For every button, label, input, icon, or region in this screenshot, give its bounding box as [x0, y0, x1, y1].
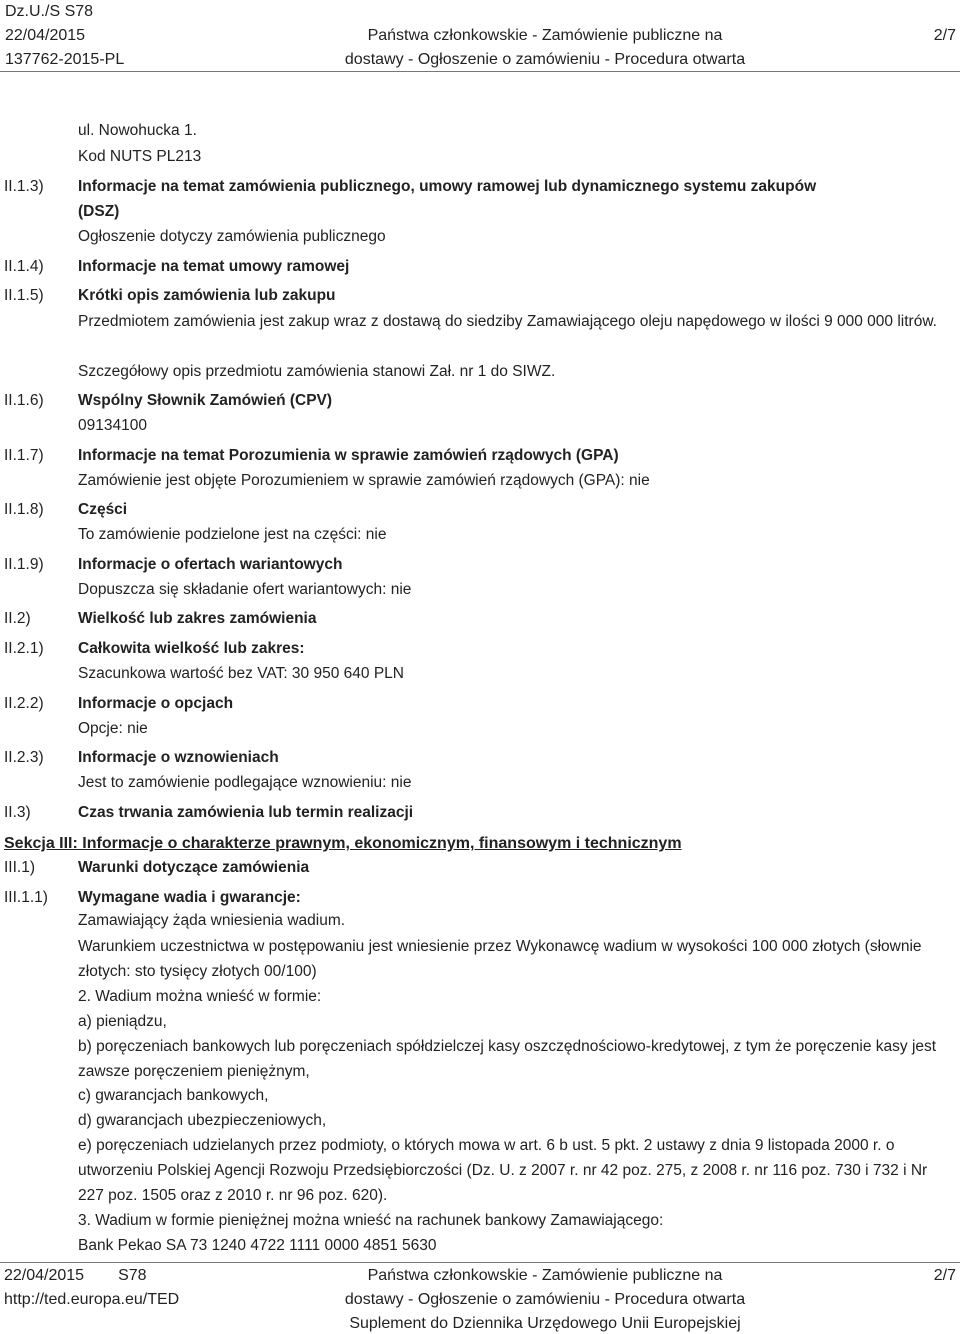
section-title: Informacje o opcjach	[78, 695, 234, 712]
header-left	[5, 0, 124, 72]
section-text-2: Szczegółowy opis przedmiotu zamówienia stanowi Zał. nr 1 do SIWZ.	[78, 363, 556, 380]
section-title: Informacje na temat Porozumienia w sprawie zamówień rządowych (GPA)	[78, 447, 619, 464]
header-ref: 137762-2015-PL	[5, 51, 125, 68]
section-number: II.1.4)	[4, 258, 44, 275]
section-text: Dopuszcza się składanie ofert wariantowych: nie	[78, 581, 412, 598]
footer-title-line1: Państwa członkowskie - Zamówienie publiczne na	[367, 1267, 723, 1284]
wadium-line: Zamawiający żąda wniesienia wadium.	[78, 912, 346, 929]
section-number: II.1.9)	[4, 556, 44, 573]
header-page-number: 2/7	[933, 27, 956, 44]
section-title: Części	[78, 501, 128, 518]
section-text: Jest to zamówienie podlegające wznowieniu: nie	[78, 774, 412, 791]
wadium-forms: 2. Wadium można wnieść w formie:	[78, 988, 322, 1005]
footer-left	[4, 1264, 179, 1312]
section-title: Wspólny Słownik Zamówień (CPV)	[78, 392, 333, 409]
section-number: II.1.8)	[4, 501, 44, 518]
section-number: II.1.6)	[4, 392, 44, 409]
section-title: Czas trwania zamówienia lub termin realizacji	[78, 804, 414, 821]
footer-divider	[0, 1262, 960, 1263]
cpv-code: 09134100	[78, 417, 147, 434]
wadium-amount: Warunkiem uczestnictwa w postępowaniu jest wniesienie przez Wykonawcę wadium w wysokości 100 000 złotych (słownie złotych: sto tysięcy złotych 00/100)	[78, 938, 922, 980]
section-text: Zamówienie jest objęte Porozumieniem w sprawie zamówień rządowych (GPA): nie	[78, 472, 650, 489]
footer-series: S78	[118, 1267, 147, 1284]
section-title-cont: (DSZ)	[78, 203, 120, 220]
wadium-form-e: e) poręczeniach udzielanych przez podmioty, o których mowa w art. 6 b ust. 5 pkt. 2 ustawy z dnia 9 listopada 2000 r. o utworzeniu Polskiej Agencji Rozwoju Przedsiębiorczości (Dz. U. z 2007 r. nr 42 poz. 275, z 2008 r. nr 116 poz. 730 i 732 i Nr 227 poz. 1505 oraz z 2010 r. nr 96 poz. 620).	[78, 1137, 928, 1204]
footer-url[interactable]: http://ted.europa.eu/TED	[4, 1291, 180, 1308]
section-title: Krótki opis zamówienia lub zakupu	[78, 287, 336, 304]
section-number: II.3)	[4, 804, 31, 821]
section-number: II.2)	[4, 610, 31, 627]
footer-page-number: 2/7	[933, 1267, 956, 1284]
header-title-line2: dostawy - Ogłoszenie o zamówieniu - Procedura otwarta	[344, 51, 746, 68]
section-title: Informacje na temat umowy ramowej	[78, 258, 350, 275]
footer-supplement: Suplement do Dziennika Urzędowego Unii Europejskiej	[349, 1315, 741, 1332]
section-number: II.1.7)	[4, 447, 44, 464]
wadium-form-c: c) gwarancjach bankowych,	[78, 1087, 269, 1104]
section-number: II.2.3)	[4, 749, 44, 766]
footer-title-line2: dostawy - Ogłoszenie o zamówieniu - Procedura otwarta	[344, 1291, 746, 1308]
section-number: II.2.2)	[4, 695, 44, 712]
section-text: Opcje: nie	[78, 720, 148, 737]
page-footer	[0, 1262, 960, 1334]
section-text: Ogłoszenie dotyczy zamówienia publicznego	[78, 228, 386, 245]
header-date: 22/04/2015	[5, 27, 86, 44]
header-journal: Dz.U./S S78	[5, 3, 94, 20]
address-nuts: Kod NUTS PL213	[78, 148, 202, 165]
wadium-form-d: d) gwarancjach ubezpieczeniowych,	[78, 1112, 327, 1129]
wadium-form-b: b) poręczeniach bankowych lub poręczeniach spółdzielczej kasy oszczędnościowo-kredytowej, z tym że poręczenie kasy jest zawsze poręczeniem pieniężnym,	[78, 1038, 937, 1080]
section-title: Informacje o wznowieniach	[78, 749, 279, 766]
wadium-bank-info: 3. Wadium w formie pieniężnej można wnieść na rachunek bankowy Zamawiającego:	[78, 1212, 664, 1229]
wadium-form-a: a) pieniądzu,	[78, 1013, 167, 1030]
footer-title	[285, 1264, 805, 1334]
section-number: III.1)	[4, 859, 36, 876]
section-title: Wielkość lub zakres zamówienia	[78, 610, 317, 627]
header-title-line1: Państwa członkowskie - Zamówienie publiczne na	[367, 27, 723, 44]
section-title: Warunki dotyczące zamówienia	[78, 859, 310, 876]
section-iii-heading: Sekcja III: Informacje o charakterze prawnym, ekonomicznym, finansowym i technicznym	[4, 835, 682, 852]
section-title: Informacje na temat zamówienia publicznego, umowy ramowej lub dynamicznego systemu zakupów	[78, 178, 817, 195]
header-title	[285, 0, 805, 72]
address-street: ul. Nowohucka 1.	[78, 122, 197, 139]
section-text: Szacunkowa wartość bez VAT: 30 950 640 PLN	[78, 665, 404, 682]
section-number: II.1.5)	[4, 287, 44, 304]
section-text: Przedmiotem zamówienia jest zakup wraz z dostawą do siedziby Zamawiającego oleju napędowego w ilości 9 000 000 litrów.	[78, 313, 937, 330]
section-number: II.1.3)	[4, 178, 44, 195]
footer-date: 22/04/2015	[4, 1267, 85, 1284]
bank-account: Bank Pekao SA 73 1240 4722 1111 0000 4851 5630	[78, 1237, 437, 1254]
page-header	[0, 0, 960, 72]
section-title: Informacje o ofertach wariantowych	[78, 556, 343, 573]
header-divider	[0, 71, 960, 72]
section-number: III.1.1)	[4, 889, 48, 906]
section-title: Całkowita wielkość lub zakres:	[78, 640, 305, 657]
section-text: To zamówienie podzielone jest na części: nie	[78, 526, 387, 543]
section-title: Wymagane wadia i gwarancje:	[78, 889, 301, 906]
section-number: II.2.1)	[4, 640, 44, 657]
